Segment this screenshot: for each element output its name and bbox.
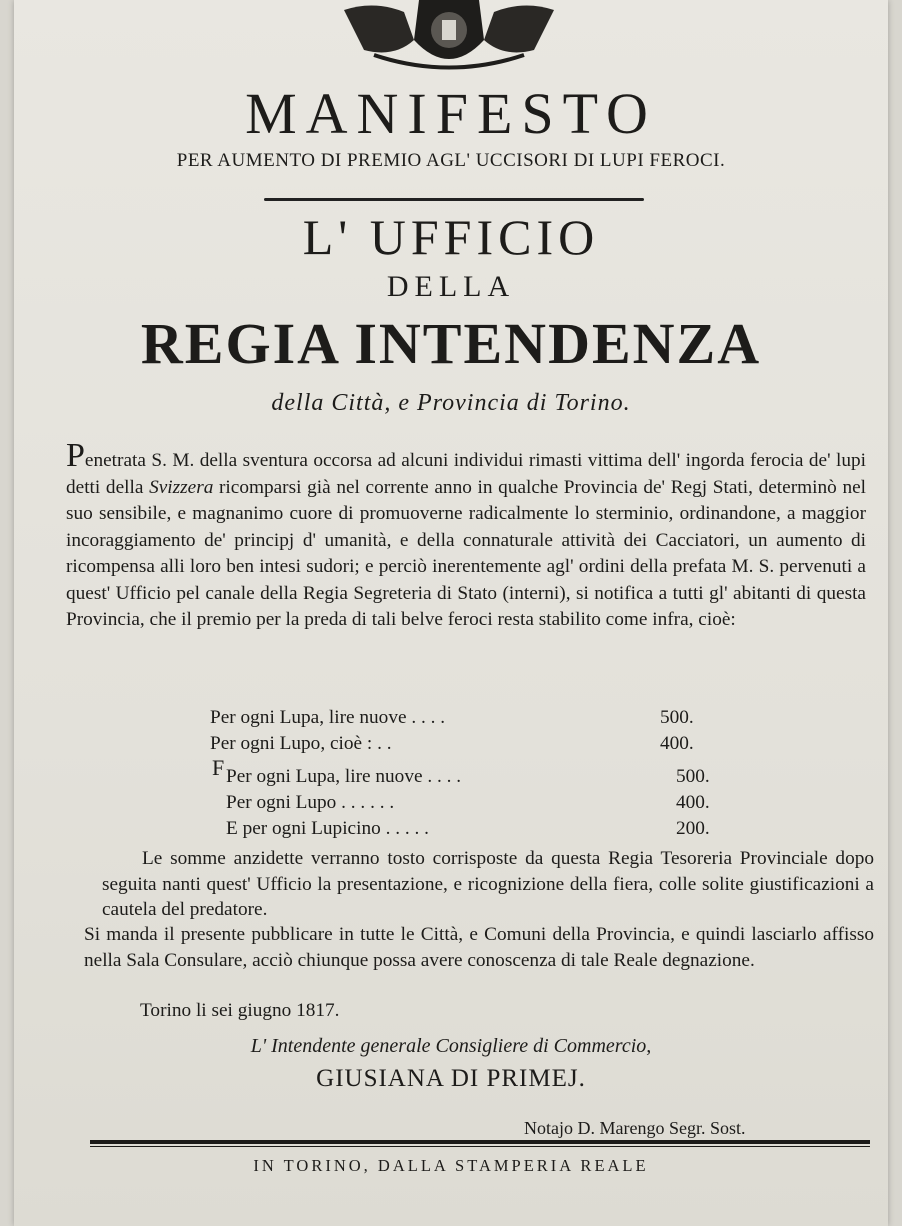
- date-line: Torino li sei giugno 1817.: [140, 1000, 340, 1021]
- reward-row: [226, 816, 746, 842]
- office-heading: L' UFFICIO: [302, 209, 600, 265]
- printer-imprint: IN TORINO, DALLA STAMPERIA REALE: [253, 1156, 649, 1175]
- reward-row: [210, 705, 730, 731]
- reward-amount: 400.: [660, 733, 694, 754]
- reward-row: [226, 790, 746, 816]
- closing-paragraph-2: Si manda il presente pubblicare in tutte le Città, e Comuni della Provincia, e quindi lasciarlo affisso nella Sala Consulare, acciò chiunque possa avere conoscenza di tale Reale degnazione.: [84, 924, 874, 971]
- royal-crest-emblem: [334, 0, 564, 72]
- reward-label: Per ogni Lupo . . . . . .: [226, 792, 395, 813]
- reward-label: E per ogni Lupicino . . . . .: [226, 818, 429, 839]
- body-lead: enetrata S. M. della sventura occorsa ad alcuni individui rimasti vittima dell' ingorda ferocia de' lupi detti della: [66, 450, 866, 498]
- reward-table-a: [210, 705, 730, 757]
- reward-label: Per ogni Lupa, lire nuove . . . .: [210, 707, 446, 728]
- reward-amount: 500.: [676, 766, 710, 787]
- divider: [264, 198, 644, 201]
- reward-row: [226, 764, 746, 790]
- subtitle: PER AUMENTO DI PREMIO AGL' UCCISORI DI LUPI FEROCI.: [176, 150, 726, 171]
- della-heading: DELLA: [386, 270, 516, 303]
- manifesto-page: [14, 0, 888, 1226]
- reward-amount: 500.: [660, 707, 694, 728]
- signatory-role: L' Intendente generale Consigliere di Commercio,: [250, 1035, 652, 1057]
- footer-rule: [90, 1140, 870, 1144]
- reward-row: [210, 731, 730, 757]
- body-paragraph: [66, 437, 866, 634]
- body-rest: ricomparsi già nel corrente anno in qualche Provincia de' Regj Stati, determinò nel suo sensibile, e magnanimo cuore di promuoverne radicalmente lo sterminio, ordinandone, a maggior incoraggiamento de' principj d' umanità, e della connaturale attività dei Cacciatori, un aumento di ricompensa alli loro ben intesi sudori; e perciò inerentemente agl' ordini della prefata M. S. pervenuti a quest' Ufficio pel canale della Regia Segreteria di Stato (interni), si notifica a tutti gl' abitanti di questa Provincia, che il premio per la preda di tali belve feroci resta stabilito come infra, cioè:: [66, 476, 866, 630]
- signatory-name: GIUSIANA DI PRIMEJ.: [316, 1065, 586, 1092]
- authority-heading: REGIA INTENDENZA: [140, 311, 762, 376]
- reward-amount: 200.: [676, 818, 710, 839]
- city-province-line: della Città, e Provincia di Torino.: [271, 390, 631, 416]
- footer-rule-thin: [90, 1146, 870, 1147]
- marker-letter: F: [212, 755, 225, 780]
- drop-cap: P: [66, 437, 85, 474]
- reward-label: Per ogni Lupa, lire nuove . . . .: [226, 766, 462, 787]
- reward-amount: 400.: [676, 792, 710, 813]
- reward-label: Per ogni Lupo, cioè : . .: [210, 733, 392, 754]
- title: MANIFESTO: [245, 81, 657, 146]
- reward-table-b: [226, 764, 746, 842]
- body-italic: Svizzera: [149, 476, 214, 498]
- notary-line: Notajo D. Marengo Segr. Sost.: [524, 1118, 746, 1138]
- closing-paragraph-1: Le somme anzidette verranno tosto corrisposte da questa Regia Tesoreria Provinciale dopo seguita nanti quest' Ufficio la presentazione, e ricognizione della fiera, colle solite giustificazioni a cautela del predatore.: [102, 848, 874, 920]
